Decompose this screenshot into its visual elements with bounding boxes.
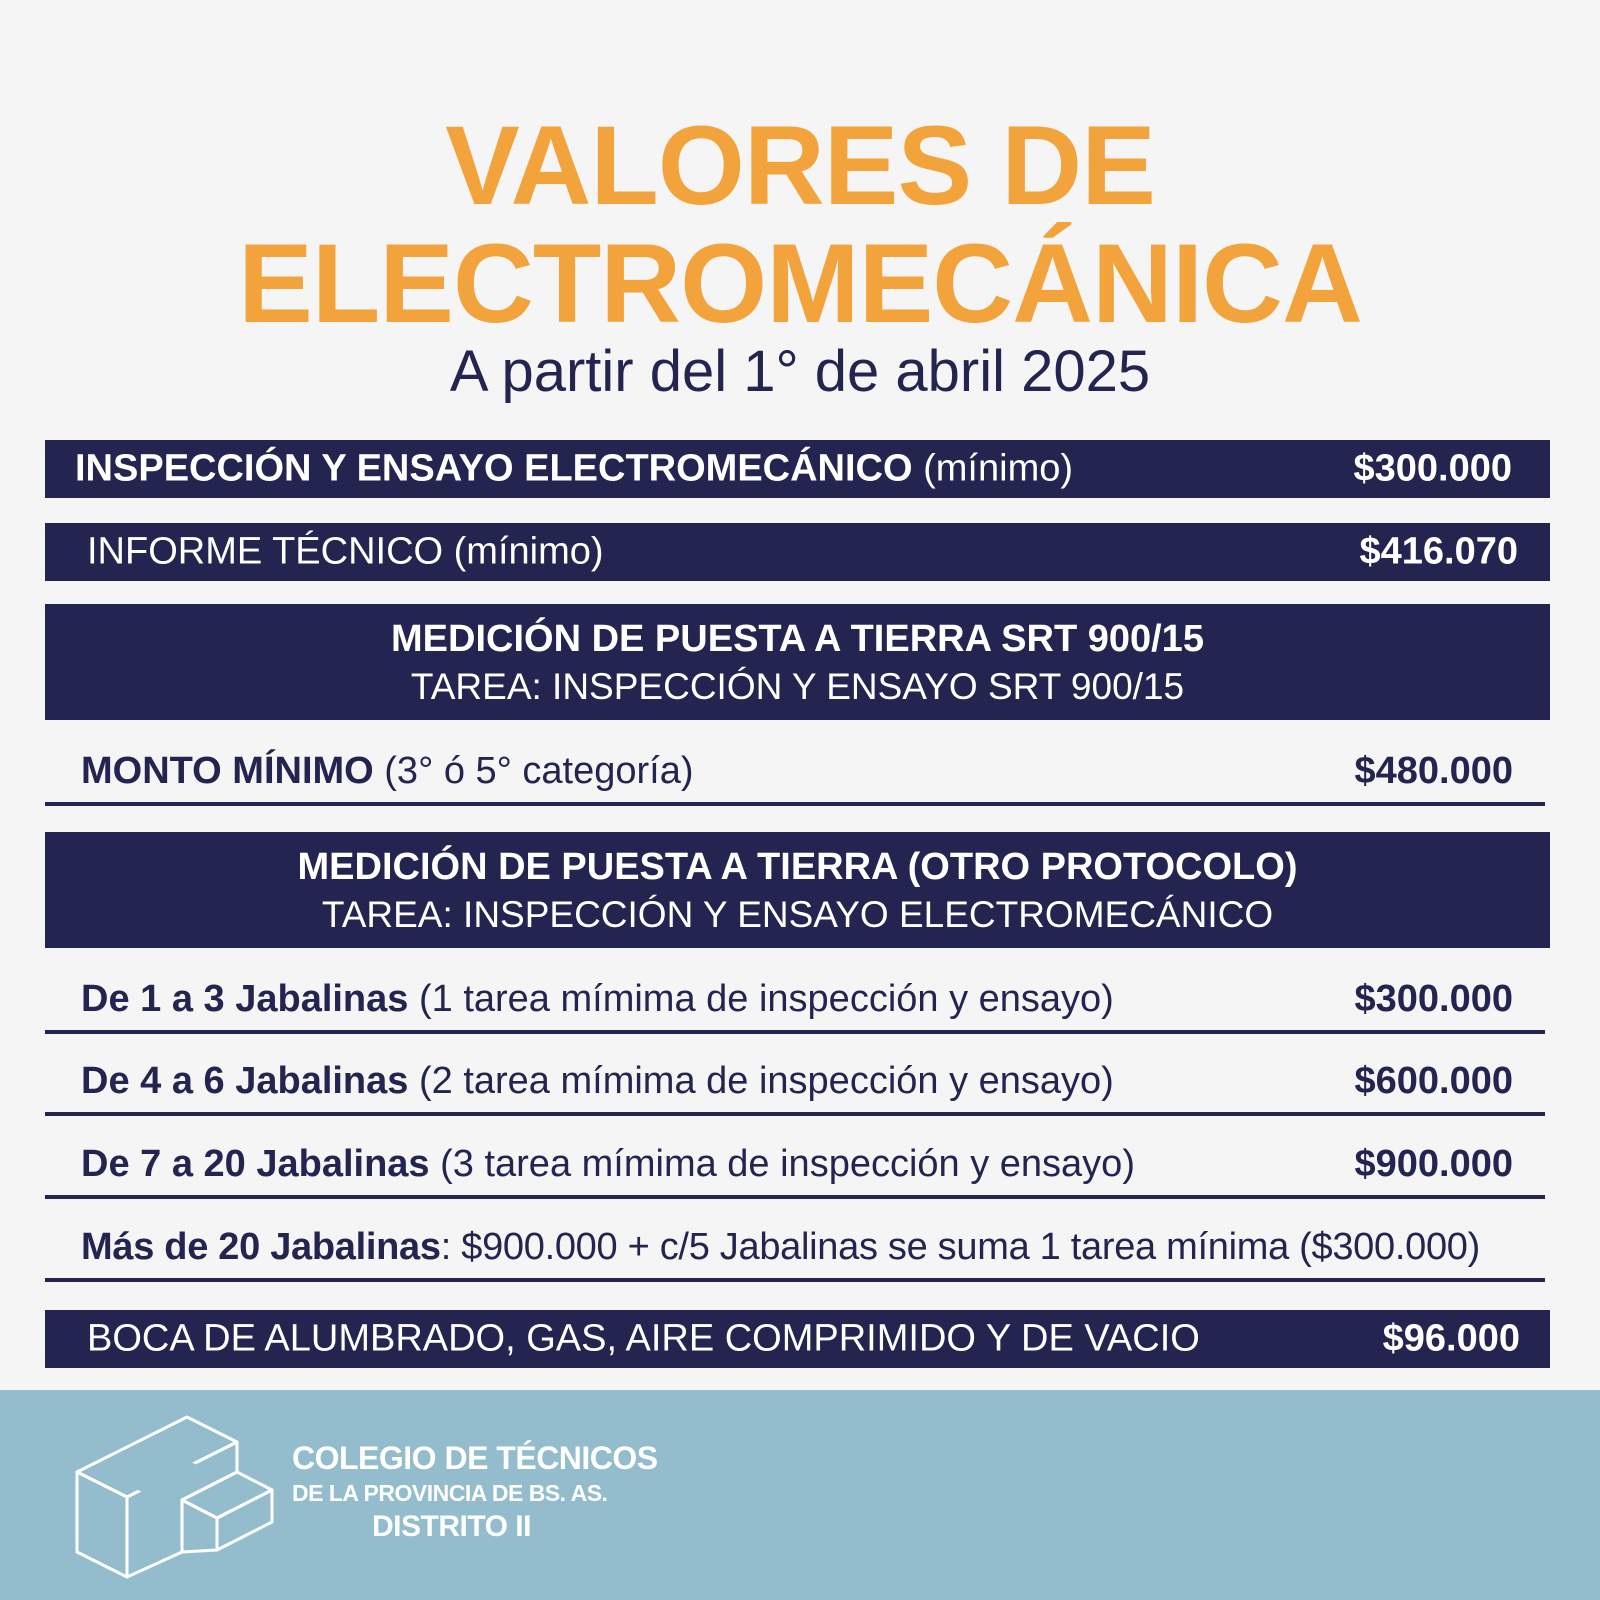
label-bold: De 7 a 20 Jabalinas — [81, 1143, 430, 1185]
section-title: MEDICIÓN DE PUESTA A TIERRA SRT 900/15 — [391, 618, 1204, 660]
row-label — [81, 978, 1114, 1021]
section-header-srt — [45, 604, 1550, 720]
row-label — [81, 1226, 1480, 1269]
price-bar-label — [87, 531, 604, 574]
price-row-jabalinas-4-6 — [45, 1058, 1545, 1116]
label-rest: (mínimo) — [912, 447, 1074, 490]
price-row-monto-minimo — [45, 748, 1545, 806]
org-name-line2: DE LA PROVINCIA DE BS. AS. — [292, 1480, 608, 1506]
label-bold: Más de 20 Jabalinas — [81, 1226, 441, 1268]
label-rest: (1 tarea mímima de inspección y ensayo) — [408, 978, 1114, 1020]
ct-cube-logo-icon — [72, 1412, 282, 1582]
section-title: MEDICIÓN DE PUESTA A TIERRA (OTRO PROTOCOLO) — [297, 846, 1298, 888]
price-value: $416.070 — [1359, 530, 1518, 573]
org-name-line3: DISTRITO II — [372, 1510, 531, 1543]
page-subtitle: A partir del 1° de abril 2025 — [449, 339, 1151, 404]
label-bold: INSPECCIÓN Y ENSAYO ELECTROMECÁNICO — [75, 447, 913, 490]
price-bar-inspeccion — [45, 440, 1550, 498]
price-row-jabalinas-1-3 — [45, 976, 1545, 1034]
row-label — [81, 750, 694, 793]
price-row-mas-de-20 — [45, 1224, 1545, 1282]
section-subtitle: TAREA: INSPECCIÓN Y ENSAYO SRT 900/15 — [410, 666, 1185, 707]
label-bold: MONTO MÍNIMO — [81, 750, 374, 792]
price-value: $300.000 — [1353, 447, 1512, 490]
row-label — [81, 1060, 1114, 1103]
label-rest: (2 tarea mímima de inspección y ensayo) — [408, 1060, 1114, 1102]
price-row-jabalinas-7-20 — [45, 1141, 1545, 1199]
label-bold: De 1 a 3 Jabalinas — [81, 978, 409, 1020]
price-bar-label — [75, 448, 1073, 491]
price-bar-informe — [45, 523, 1550, 581]
row-price: $900.000 — [1354, 1143, 1513, 1185]
price-bar-boca — [45, 1310, 1550, 1368]
label-main: INFORME TÉCNICO — [87, 530, 444, 573]
row-price: $480.000 — [1354, 750, 1513, 792]
label-rest: (mínimo) — [443, 530, 604, 573]
org-name-line1: COLEGIO DE TÉCNICOS — [292, 1440, 658, 1476]
page-title-line2: ELECTROMECÁNICA — [238, 221, 1362, 346]
row-label — [81, 1143, 1135, 1186]
section-header-otro-protocolo — [45, 832, 1550, 948]
page-title-line1: VALORES DE — [445, 103, 1155, 228]
row-price: $600.000 — [1354, 1060, 1513, 1102]
price-bar-label: BOCA DE ALUMBRADO, GAS, AIRE COMPRIMIDO Y DE VACIO — [87, 1317, 1200, 1360]
price-value: $96.000 — [1382, 1317, 1520, 1360]
row-price: $300.000 — [1354, 978, 1513, 1020]
label-rest: (3 tarea mímima de inspección y ensayo) — [429, 1143, 1135, 1185]
label-bold: De 4 a 6 Jabalinas — [81, 1060, 409, 1102]
label-rest: (3° ó 5° categoría) — [373, 750, 694, 792]
section-subtitle: TAREA: INSPECCIÓN Y ENSAYO ELECTROMECÁNICO — [321, 894, 1274, 935]
label-rest: : $900.000 + c/5 Jabalinas se suma 1 tarea mínima ($300.000) — [440, 1226, 1480, 1268]
footer — [0, 1390, 1600, 1600]
